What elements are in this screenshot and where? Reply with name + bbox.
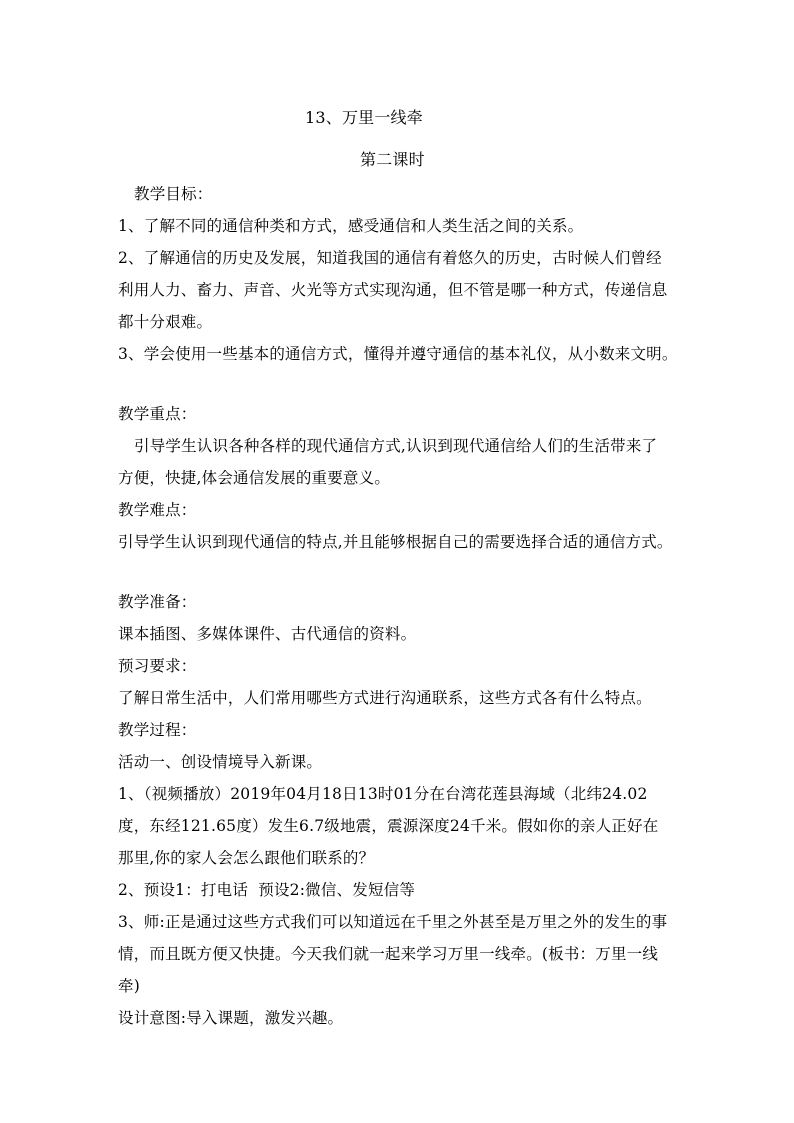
difficulties-line-1: 引导学生认识到现代通信的特点,并且能够根据自己的需要选择合适的通信方式。 <box>118 533 673 551</box>
activity-1-paragraph-3-line-3: 牵) <box>118 977 140 995</box>
objective-item-3: 3、学会使用一些基本的通信方式，懂得并遵守通信的基本礼仪，从小数来文明。 <box>118 345 678 363</box>
key-points-line-2: 方便，快捷,体会通信发展的重要意义。 <box>118 469 391 487</box>
objective-item-2-line-3: 都十分艰难。 <box>118 313 213 331</box>
document-subtitle: 第二课时 <box>360 150 425 169</box>
objective-item-1: 1、了解不同的通信种类和方式，感受通信和人类生活之间的关系。 <box>118 217 584 235</box>
objective-item-2-line-1: 2、了解通信的历史及发展，知道我国的通信有着悠久的历史，古时候人们曾经 <box>118 249 662 267</box>
preview-line-1: 了解日常生活中，人们常用哪些方式进行沟通联系，这些方式各有什么特点。 <box>118 689 652 707</box>
key-points-heading: 教学重点： <box>118 405 197 423</box>
objective-item-2-line-2: 利用人力、畜力、声音、火光等方式实现沟通，但不管是哪一种方式，传递信息 <box>118 281 668 299</box>
activity-1-paragraph-1-line-1: 1、（视频播放）2019年04月18日13时01分在台湾花莲县海域（北纬24.02 <box>118 785 648 803</box>
preview-heading: 预习要求： <box>118 657 197 675</box>
document-title: 13、万里一线牵 <box>305 108 423 127</box>
activity-1-paragraph-3-line-2: 情，而且既方便又快捷。今天我们就一起来学习万里一线牵。(板书：万里一线 <box>118 945 659 963</box>
objectives-heading: 教学目标： <box>134 185 213 203</box>
preparation-line-1: 课本插图、多媒体课件、古代通信的资料。 <box>118 625 417 643</box>
activity-1-heading: 活动一、创设情境导入新课。 <box>118 753 323 771</box>
process-heading: 教学过程： <box>118 721 197 739</box>
design-intent: 设计意图:导入课题，激发兴趣。 <box>118 1009 344 1027</box>
difficulties-heading: 教学难点： <box>118 501 197 519</box>
key-points-line-1: 引导学生认识各种各样的现代通信方式,认识到现代通信给人们的生活带来了 <box>134 437 658 455</box>
activity-1-paragraph-3-line-1: 3、师:正是通过这些方式我们可以知道远在千里之外甚至是万里之外的发生的事 <box>118 913 668 931</box>
activity-1-paragraph-1-line-2: 度，东经121.65度）发生6.7级地震，震源深度24千米。假如你的亲人正好在 <box>118 817 659 835</box>
activity-1-paragraph-2: 2、预设1：打电话 预设2:微信、发短信等 <box>118 881 416 899</box>
activity-1-paragraph-1-line-3: 那里,你的家人会怎么跟他们联系的？ <box>118 849 375 867</box>
preparation-heading: 教学准备： <box>118 593 197 611</box>
